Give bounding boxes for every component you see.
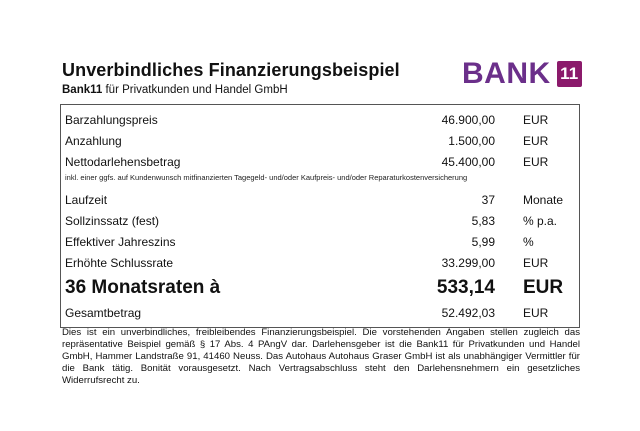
row-value: 45.400,00 [441,155,495,169]
monthly-rate-label: 36 Monatsraten à [65,277,221,298]
lender-name-rest: für Privatkunden und Handel GmbH [102,84,288,96]
legal-disclaimer: Dies ist ein unverbindliches, freibleibendes Finanzierungsbeispiel. Die vorstehenden Angaben stellen zugleich das repräsentative Beispiel gemäß § 17 Abs. 4 PAngV dar. Darlehensgeber ist die Bank11 für Privatkunden und Handel GmbH, Hammer Landstraße 91, 41460 Neuss. Das Autohaus Autohaus Graser GmbH ist als unabhängiger Vermittler für die Bank tätig. Bonität vorausgesetzt. Nach Vertragsabschluss steht den Darlehensnehmern ein gesetzliches Widerrufsrecht zu. [62,327,580,386]
insurance-note: inkl. einer ggfs. auf Kundenwunsch mitfinanzierten Tagegeld- und/oder Kaufpreis- und/oder Reparaturkostenversicherung [65,173,468,182]
monthly-rate-unit: EUR [523,277,564,298]
row-unit: EUR [523,306,549,320]
row-label: Nettodarlehensbetrag [65,155,181,169]
bank11-logo [462,58,582,90]
row-value: 5,83 [471,214,495,228]
row-value: 52.492,03 [441,306,495,320]
row-label: Effektiver Jahreszins [65,235,176,249]
row-value: 1.500,00 [448,134,495,148]
row-label: Laufzeit [65,193,108,207]
row-label: Sollzinssatz (fest) [65,214,160,228]
financing-table [60,104,580,328]
row-label: Barzahlungspreis [65,113,158,127]
row-unit: % p.a. [523,214,558,228]
page-title: Unverbindliches Finanzierungsbeispiel [62,60,400,80]
lender-name: Bank11 [62,84,103,96]
logo-mark: 11 [557,61,582,87]
logo-text: BANK [462,57,551,90]
row-label: Anzahlung [65,134,122,148]
row-unit: % [523,235,534,249]
monthly-rate-value: 533,14 [436,277,495,298]
row-value: 5,99 [471,235,495,249]
row-unit: EUR [523,256,549,270]
row-label: Erhöhte Schlussrate [65,256,174,270]
lender-subtitle [62,84,288,96]
row-value: 37 [481,193,495,207]
row-unit: EUR [523,113,549,127]
row-unit: EUR [523,134,549,148]
row-value: 46.900,00 [441,113,495,127]
row-value: 33.299,00 [441,256,495,270]
row-label: Gesamtbetrag [65,306,142,320]
row-unit: EUR [523,155,549,169]
row-unit: Monate [523,193,564,207]
